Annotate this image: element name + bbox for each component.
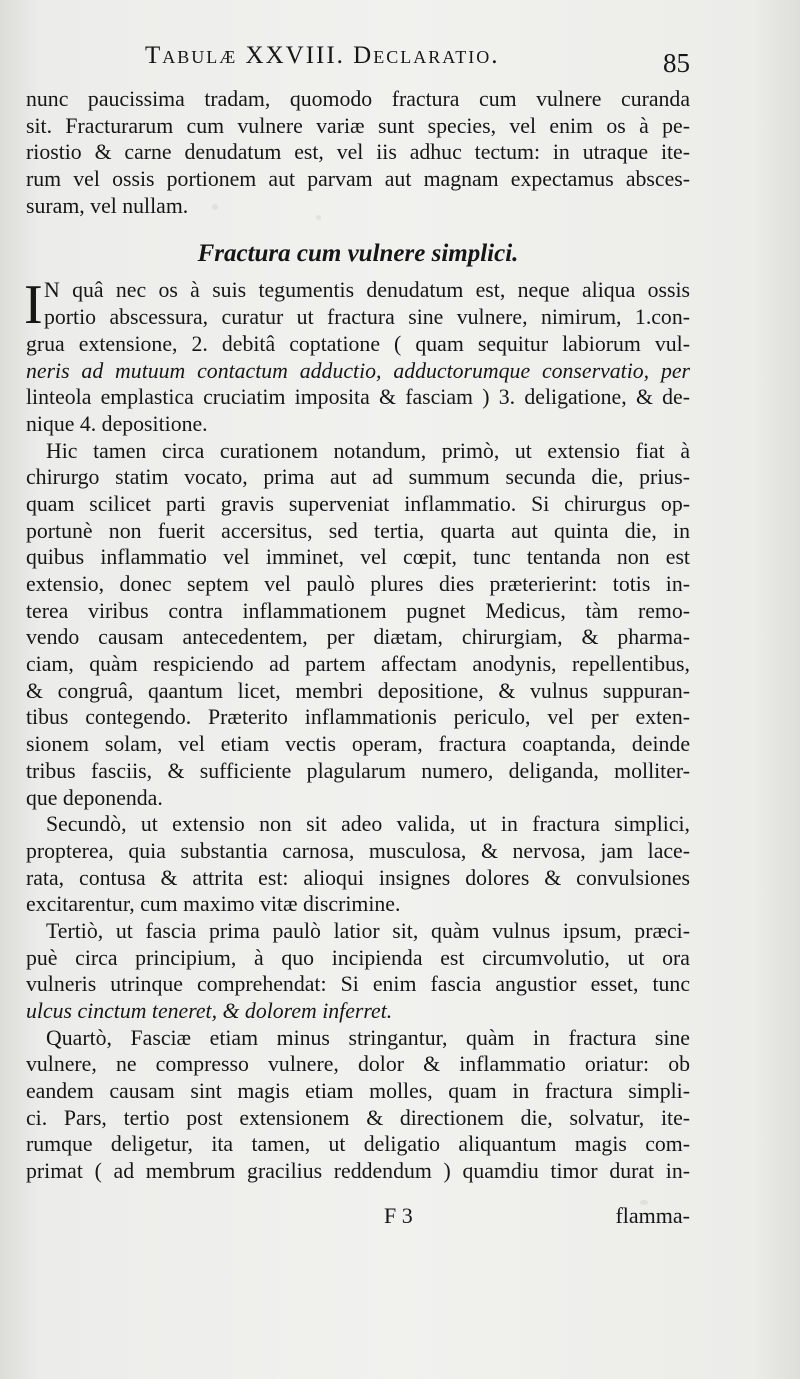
running-head	[145, 42, 690, 76]
section-heading: Fractura cum vulnere simplici.	[197, 240, 519, 268]
text-line: extensio, donec septem vel paulò plures dies præterierint: totis in-	[26, 572, 690, 596]
text-line: sionem solam, vel etiam vectis operam, fractura coaptanda, deinde	[26, 732, 690, 757]
text-line: Quartò, Fasciæ etiam minus stringantur, quàm in fractura sine	[46, 1025, 690, 1050]
text-line: quam scilicet parti gravis superveniat inflammatio. Si chirurgus op-	[26, 491, 690, 516]
text-line: vendo causam antecedentem, per diætam, chirurgiam, & pharma-	[26, 625, 690, 650]
text-line: terea viribus contra inflammationem pugnet Medicus, tàm remo-	[26, 598, 690, 623]
text-line: sit. Fracturarum cum vulnere variæ sunt species, vel enim os à pe-	[26, 113, 690, 138]
text-line: nunc paucissima tradam, quomodo fractura cum vulnere curanda	[26, 87, 690, 111]
text-line: portio abscessura, curatur ut fractura sine vulnere, nimirum, 1.con-	[44, 305, 690, 330]
text-line: nique 4. depositione.	[26, 411, 208, 436]
text-line: ciam, quàm respiciendo ad partem affectam anodynis, repellentibus,	[26, 652, 690, 677]
paragraph-intro	[26, 86, 690, 219]
text-line: grua extensione, 2. debitâ coptatione ( quam sequitur labiorum vul-	[26, 331, 690, 356]
text-line: N quâ nec os à suis tegumentis denudatum est, neque aliqua ossis	[44, 278, 690, 303]
text-line: riostio & carne denudatum est, vel iis adhuc tectum: in utraque ite-	[26, 140, 690, 165]
text-line: eandem causam sint magis etiam molles, quam in fractura simpli-	[26, 1079, 690, 1104]
text-line: ulcus cinctum teneret, & dolorem inferret.	[26, 999, 393, 1023]
text-line: rum vel ossis portionem aut parvam aut magnam expectamus absces-	[26, 167, 690, 192]
signature-mark: F 3	[384, 1203, 413, 1228]
text-line: chirurgo statim vocato, prima aut ad summum secunda die, prius-	[26, 465, 690, 490]
text-line: rumque deligetur, ita tamen, ut deligatio aliquantum magis com-	[26, 1132, 690, 1157]
page-footer	[26, 1203, 690, 1239]
text-line: excitarentur, cum maximo vitæ discrimine.	[26, 892, 401, 917]
text-line: quibus inflammatio vel imminet, vel cœpit, tunc tentanda non est	[26, 545, 690, 570]
drop-capital: I	[24, 274, 43, 337]
paragraph-quarto	[26, 1025, 690, 1185]
running-head-title: Tabulæ XXVIII. Declaratio.	[145, 42, 500, 69]
text-line: neris ad mutuum contactum adductio, adductorumque conservatio, per	[26, 358, 690, 383]
text-line: & congruâ, qaantum licet, membri depositione, & vulnus suppuran-	[26, 678, 690, 703]
text-line: propterea, quia substantia carnosa, musculosa, & nervosa, jam lace-	[26, 838, 690, 863]
text-line: rata, contusa & attrita est: alioqui insignes dolores & convulsiones	[26, 865, 690, 890]
text-line: primat ( ad membrum gracilius reddendum ) quamdiu timor durat in-	[26, 1159, 690, 1184]
text-line: Tertiò, ut fascia prima paulò latior sit, quàm vulnus ipsum, præci-	[46, 918, 690, 943]
text-line: linteola emplastica cruciatim imposita & fasciam ) 3. deligatione, & de-	[26, 385, 690, 410]
text-line: puè circa principium, à quo incipienda est circumvolutio, ut ora	[26, 945, 690, 970]
text-line: que deponenda.	[26, 785, 163, 810]
text-line: Secundò, ut extensio non sit adeo valida, ut in fractura simplici,	[46, 812, 690, 837]
catchword: flamma-	[615, 1203, 690, 1228]
text-line: ci. Pars, tertio post extensionem & directionem die, solvatur, ite-	[26, 1105, 690, 1130]
paragraph-secundo	[26, 811, 690, 918]
paragraph-tertio	[26, 918, 690, 1025]
text-line: suram, vel nullam.	[26, 193, 189, 218]
text-line: vulnere, ne compresso vulnere, dolor & inflammatio oriatur: ob	[26, 1052, 690, 1077]
page-number: 85	[663, 48, 690, 78]
text-line: tibus contegendo. Præterito inflammationis periculo, vel per exten-	[26, 705, 690, 730]
paragraph-primo	[26, 438, 690, 812]
text-line: vulneris utrinque comprehendat: Si enim fascia angustior esset, tunc	[26, 972, 690, 997]
text-line: Hic tamen circa curationem notandum, primò, ut extensio fiat à	[46, 438, 690, 463]
page-body	[26, 86, 690, 1185]
text-line: tribus fasciis, & sufficiente plagularum numero, deliganda, molliter-	[26, 758, 690, 783]
text-line: portunè non fuerit accersitus, sed tertia, quarta aut quinta die, in	[26, 518, 690, 543]
paragraph-fractura	[24, 274, 690, 437]
